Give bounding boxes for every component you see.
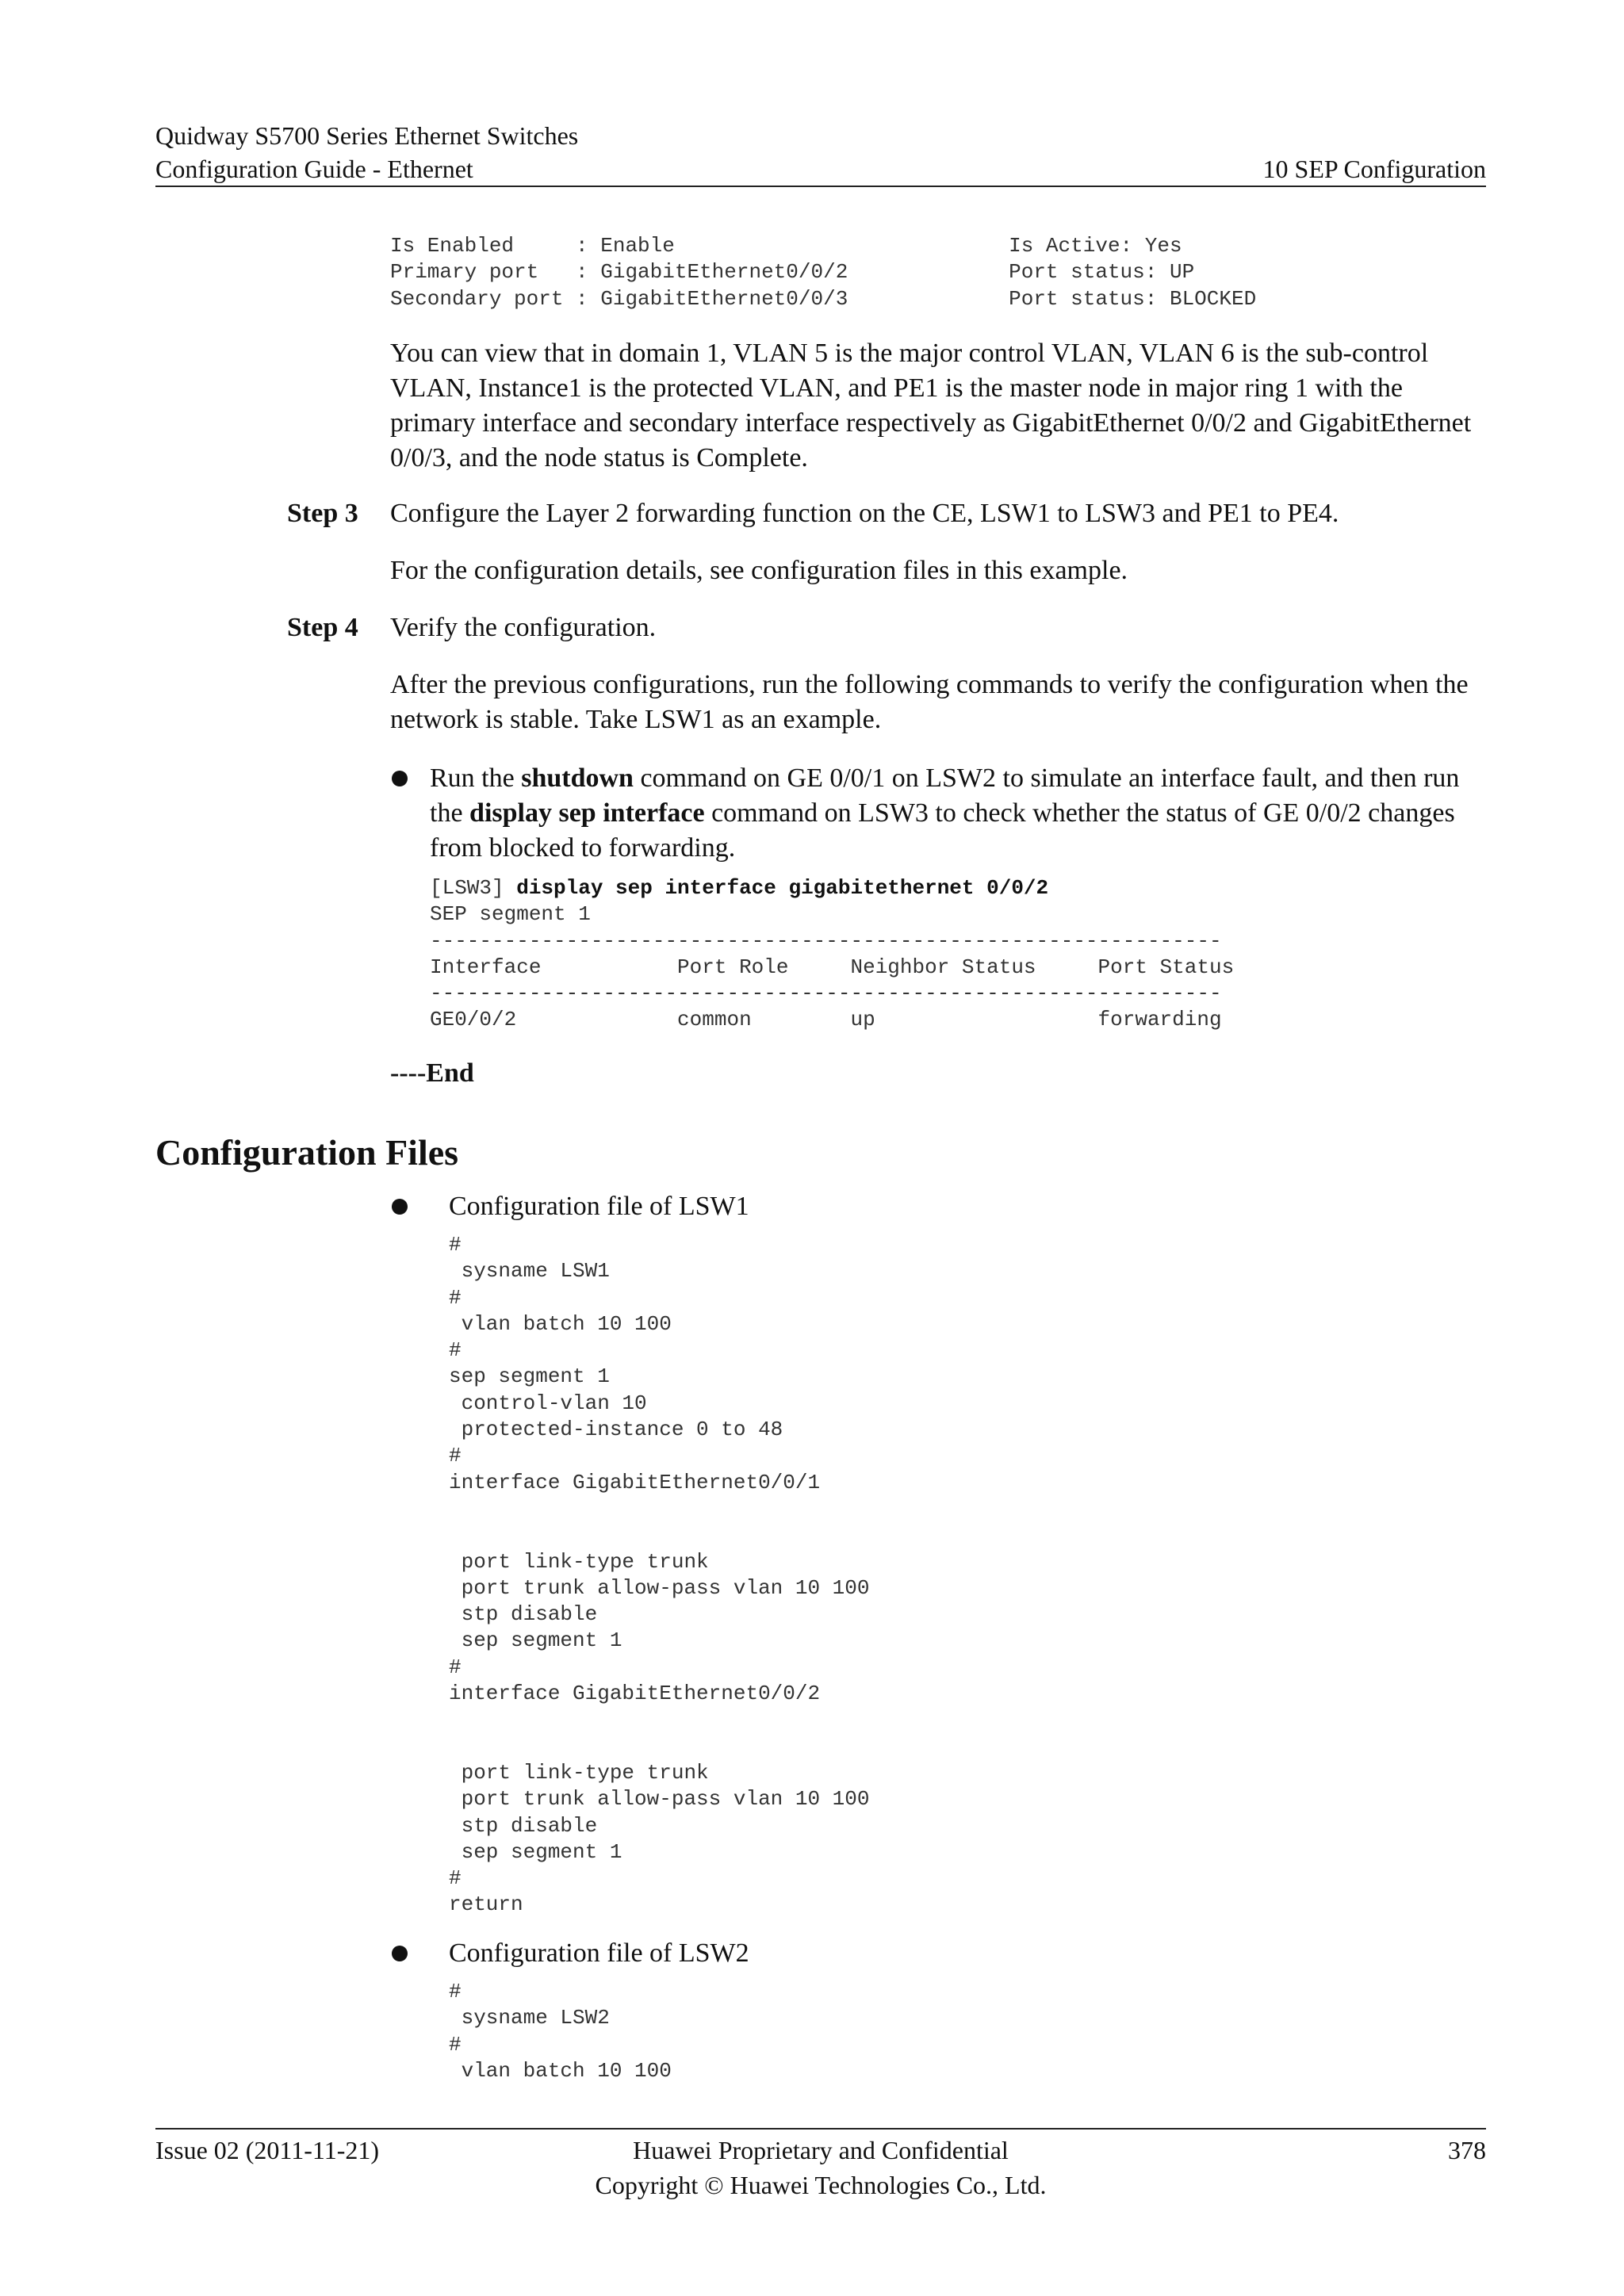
header-divider <box>155 186 1486 187</box>
page-header <box>155 119 1486 186</box>
step4-detail: After the previous configurations, run the following commands to verify the configuration when the network is stable. Take LSW1 as an example. <box>390 670 1469 734</box>
footer-issue: Issue 02 (2011-11-21) <box>155 2136 380 2164</box>
bullet-dot <box>392 771 408 786</box>
bullet-dot <box>392 1946 408 1961</box>
step3-label: Step 3 <box>287 499 358 528</box>
code-line: Primary port : GigabitEthernet0/0/2 Port status: UP <box>390 260 1195 285</box>
footer-proprietary: Huawei Proprietary and Confidential <box>633 2136 1009 2164</box>
cfg-lsw1-title: Configuration file of LSW1 <box>449 1192 749 1221</box>
display-sep-command: display sep interface <box>469 798 705 828</box>
cfg-lsw1-code: # sysname LSW1 # vlan batch 10 100 # sep segment 1 control-vlan 10 protected-instance 0 to 48 # interface GigabitEthernet0/0/1 port link-type trunk port trunk allow-pass vlan 10 100 stp disable sep segment 1 # interface GigabitEthernet0/0/2 port link-type trunk port trunk allow-pass vlan 10 100 stp disable sep segment 1 # return <box>449 1233 870 1917</box>
step3-detail: For the configuration details, see configuration files in this example. <box>390 556 1128 585</box>
verify-code-block <box>430 875 1234 1034</box>
verify-instruction: Run the shutdown command on GE 0/0/1 on LSW2 to simulate an interface fault, and then run the display sep interface command on LSW3 to check whether the status of GE 0/0/2 changes from blocked to forwarding. <box>430 763 1460 863</box>
code-line: SEP segment 1 <box>430 902 591 927</box>
cli-prompt: [LSW3] <box>430 876 517 900</box>
page-number: 378 <box>1448 2136 1486 2164</box>
footer-confidential <box>155 2133 1486 2202</box>
end-marker: ----End <box>390 1058 474 1088</box>
header-chapter: 10 SEP Configuration <box>1262 155 1486 183</box>
bullet-dot <box>392 1199 408 1215</box>
code-line: ---------------------------------------------------------------- <box>430 982 1222 1006</box>
command-line <box>430 875 1234 901</box>
step4-text: Verify the configuration. <box>390 613 657 642</box>
status-code-block <box>390 233 1256 312</box>
footer-divider <box>155 2128 1486 2130</box>
cfg-lsw2-code: # sysname LSW2 # vlan batch 10 100 <box>449 1980 672 2083</box>
cfg-lsw2-title: Configuration file of LSW2 <box>449 1938 749 1968</box>
section-heading: Configuration Files <box>155 1132 459 1173</box>
domain-explanation: You can view that in domain 1, VLAN 5 is the major control VLAN, VLAN 6 is the sub-control VLAN, Instance1 is the protected VLAN, and PE1 is the master node in major ring 1 with the primary interface and secondary interface respectively as GigabitEthernet 0/0/2 and GigabitEthernet 0/0/3, and the node status is Complete. <box>390 339 1472 473</box>
footer-copyright: Copyright © Huawei Technologies Co., Ltd. <box>595 2171 1047 2199</box>
header-guide: Configuration Guide - Ethernet <box>155 155 473 183</box>
header-product: Quidway S5700 Series Ethernet Switches <box>155 121 579 150</box>
step4-label: Step 4 <box>287 613 358 642</box>
cli-command: display sep interface gigabitethernet 0/0/2 <box>516 876 1049 900</box>
code-line: Is Enabled : Enable Is Active: Yes <box>390 234 1182 258</box>
step3-text: Configure the Layer 2 forwarding function on the CE, LSW1 to LSW3 and PE1 to PE4. <box>390 499 1339 528</box>
code-line: Secondary port : GigabitEthernet0/0/3 Port status: BLOCKED <box>390 286 1257 311</box>
shutdown-command: shutdown <box>521 763 634 793</box>
code-line: GE0/0/2 common up forwarding <box>430 1008 1222 1032</box>
code-line: ---------------------------------------------------------------- <box>430 928 1222 953</box>
code-line: Interface Port Role Neighbor Status Port Status <box>430 955 1235 979</box>
